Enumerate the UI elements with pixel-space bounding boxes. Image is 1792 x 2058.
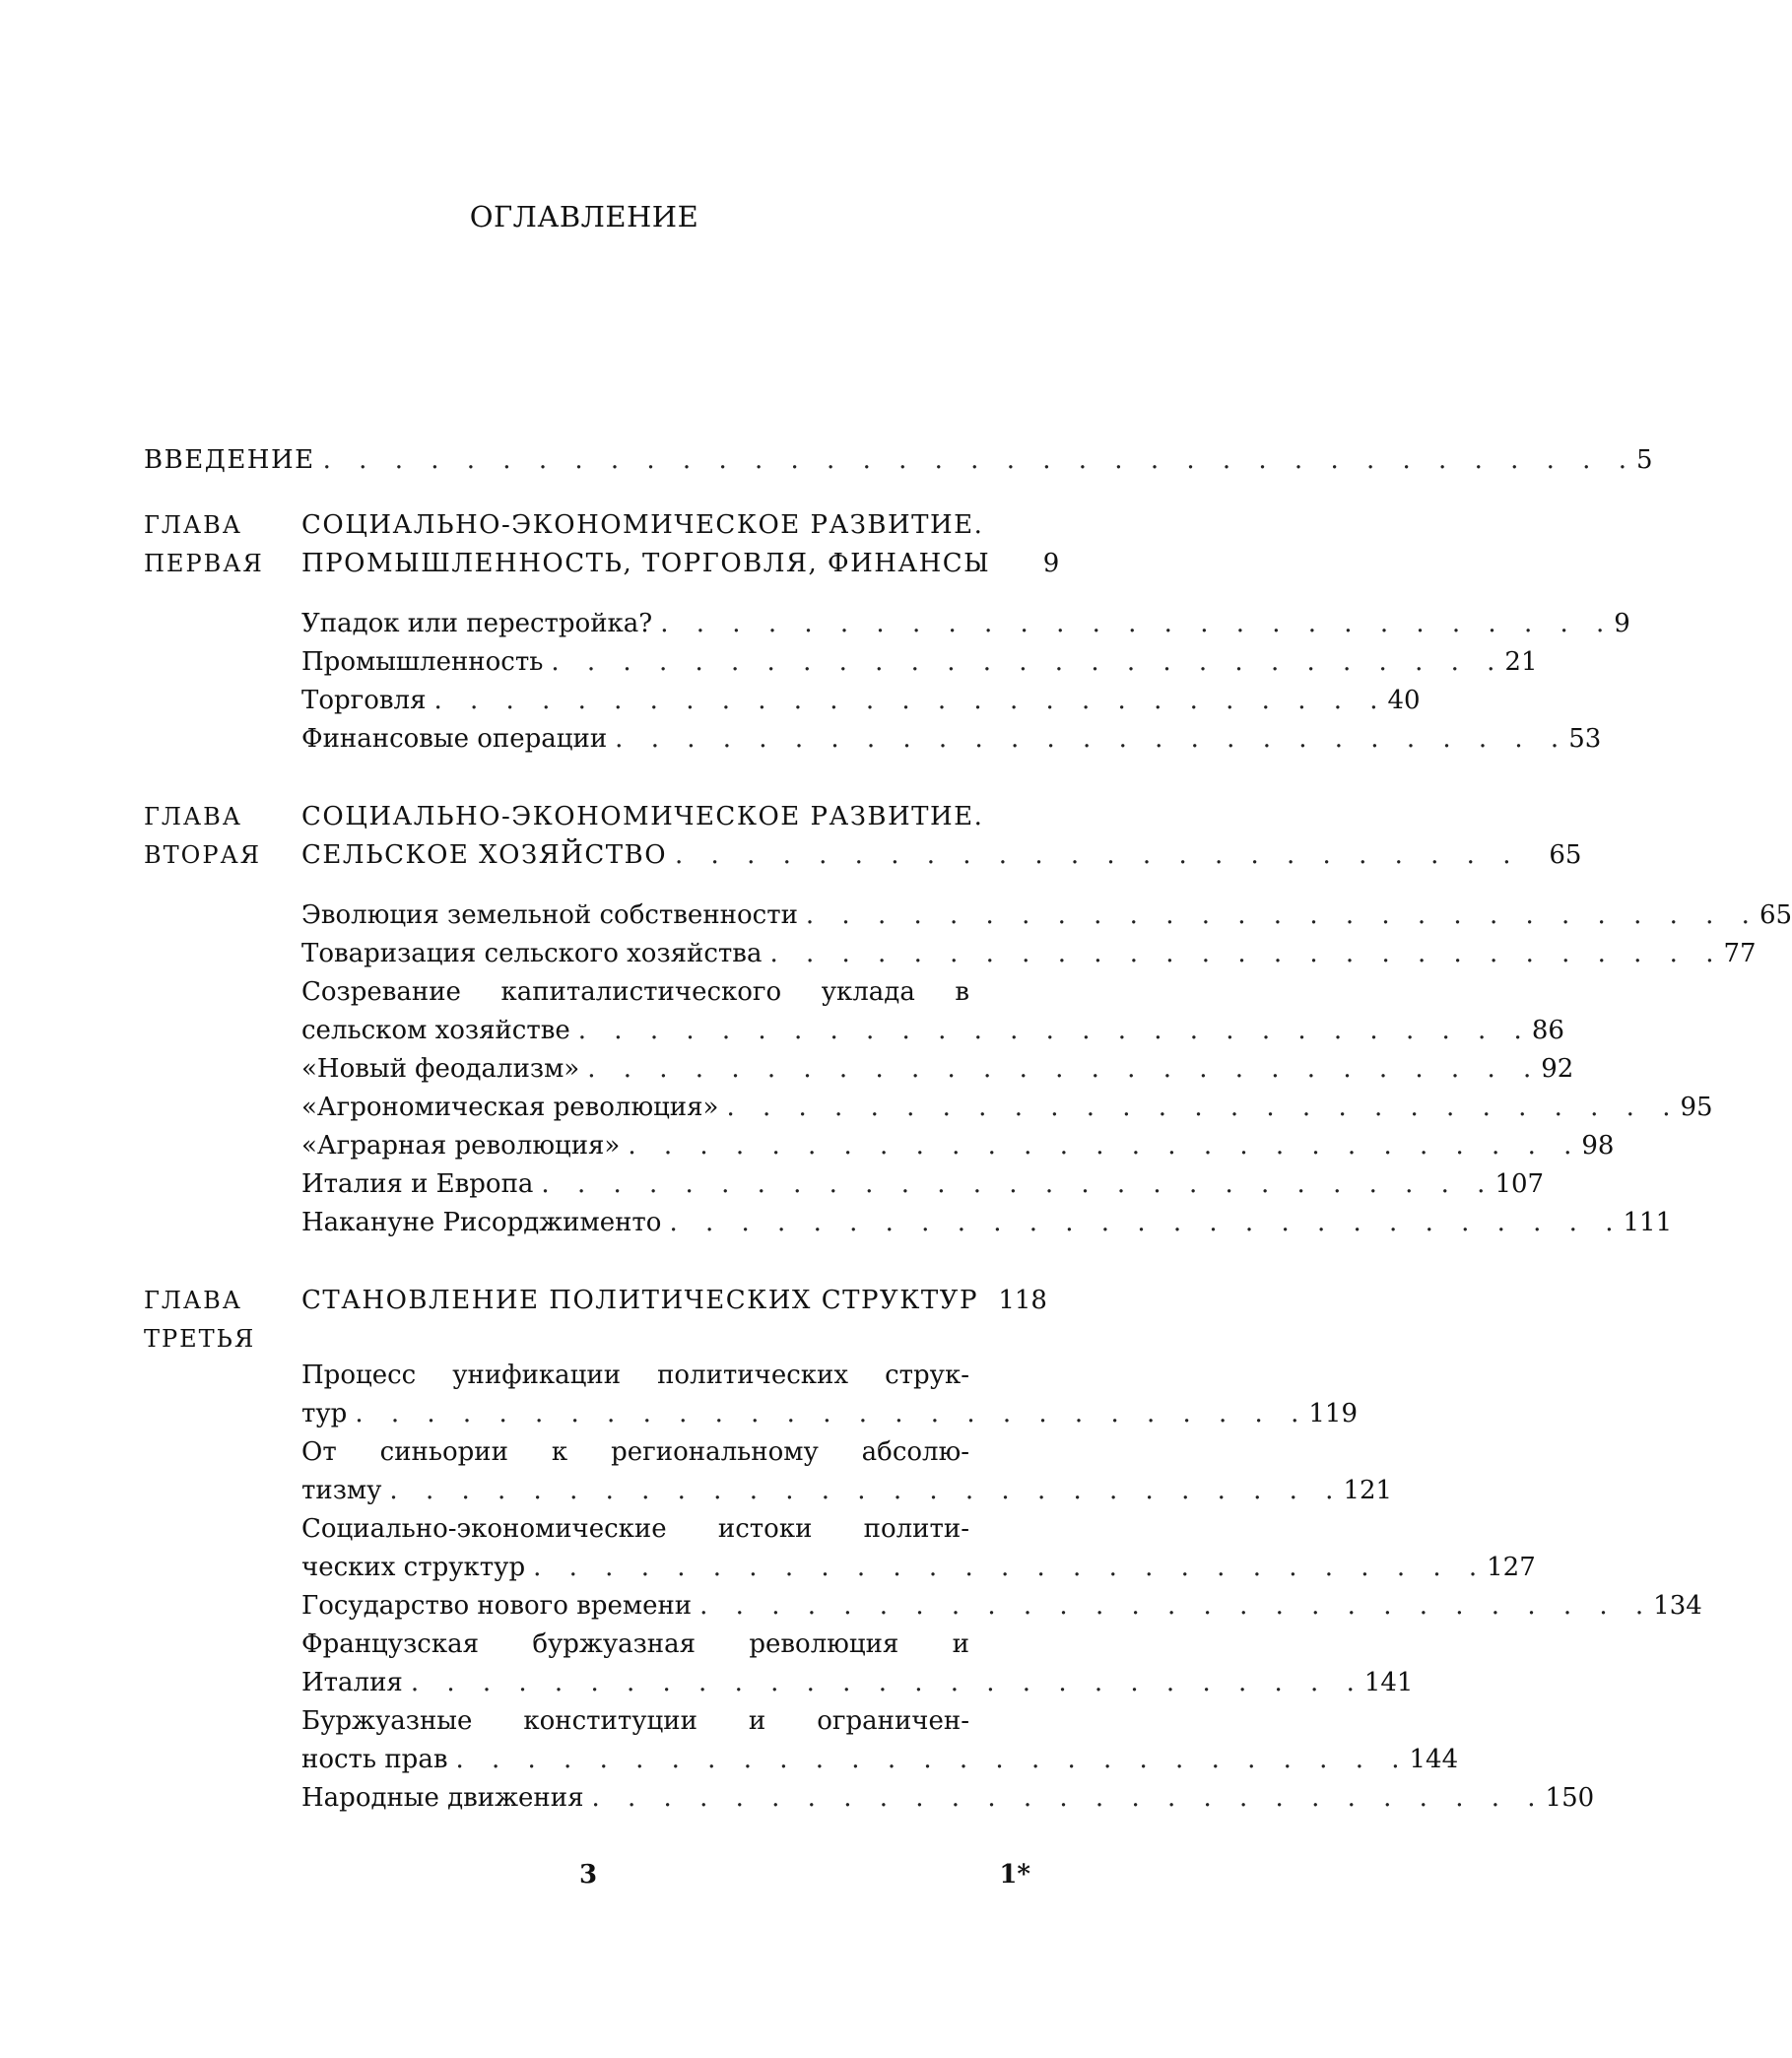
toc-entry-multiline (301, 1357, 1358, 1433)
chapter-title-line: СОЦИАЛЬНО-ЭКОНОМИЧЕСКОЕ РАЗВИТИЕ. (301, 802, 984, 831)
chapter-title-line: СОЦИАЛЬНО-ЭКОНОМИЧЕСКОЕ РАЗВИТИЕ. (301, 510, 984, 540)
toc-entry-text-line: От синьории к региональному абсолю- (301, 1437, 969, 1467)
leader-dots: . . . . . . . . . . . . . . . . . . . . . . . . . . . (533, 1553, 1488, 1582)
leader-dots: . . . . . . . . . . . . . . . . . . . . . . . . . . . (389, 1476, 1344, 1505)
toc-entry-text: ВВЕДЕНИЕ (144, 445, 315, 475)
toc-entry-text: Торговля (301, 686, 427, 715)
toc-page-number: 134 (1653, 1591, 1702, 1621)
chapter-label (144, 1282, 301, 1359)
toc-page-number: 40 (1387, 686, 1421, 715)
toc-entry-multiline (301, 1510, 1536, 1587)
leader-dots: . . . . . . . . . . . . . . . . . . . . . . . . . . . (660, 609, 1615, 638)
toc-entry (301, 896, 1792, 935)
chapter-heading-2 (144, 798, 1582, 875)
toc-entry-text: Финансовые операции (301, 724, 608, 754)
toc-entry-text: Упадок или перестройка? (301, 609, 653, 638)
toc-page-number: 77 (1723, 939, 1757, 968)
toc-entry (301, 605, 1630, 643)
chapter-title-line: ПРОМЫШЛЕННОСТЬ, ТОРГОВЛЯ, ФИНАНСЫ (301, 549, 991, 578)
toc-page-number: 9 (1042, 549, 1060, 578)
toc-page-number: 98 (1581, 1131, 1615, 1161)
toc-entry (301, 1587, 1702, 1626)
chapter-label-ordinal: ТРЕТЬЯ (144, 1325, 256, 1353)
leader-dots: . . . . . . . . . . . . . . . . . . . . . . . . . . . (433, 686, 1388, 715)
toc-page-number: 5 (1635, 445, 1653, 475)
toc-entry-text: ность прав (301, 1745, 448, 1774)
leader-dots: . . . . . . . . . . . . . . . . . . . . . . . . . . . (628, 1131, 1582, 1161)
toc-entry (301, 1779, 1595, 1818)
leader-dots: . . . . . . . . . . . . . . . . . . . . . . . . . . . (551, 647, 1505, 677)
leader-dots: . . . . . . . . . . . . . . . . . . . . . . . . . . . (591, 1783, 1546, 1813)
toc-entry (301, 1050, 1574, 1089)
toc-entry (301, 935, 1757, 973)
toc-entry-text: Эволюция земельной собственности (301, 900, 798, 930)
toc-page-number: 119 (1308, 1399, 1358, 1428)
toc-entry-text: «Агрономическая революция» (301, 1093, 719, 1122)
toc-entry-text-line: Буржуазные конституции и ограничен- (301, 1706, 969, 1736)
toc-page-number: 9 (1614, 609, 1630, 638)
toc-entry (301, 1127, 1615, 1165)
toc-entry-text-line: Созревание капиталистического уклада в (301, 977, 969, 1007)
toc-entry-text: Накануне Рисорджименто (301, 1208, 662, 1237)
chapter-1-sections (301, 605, 1630, 759)
leader-dots: . . . . . . . . . . . . . . . . . . . . . . . . . . . (587, 1054, 1542, 1084)
toc-entry (301, 1204, 1673, 1242)
toc-entry-text-line: Французская буржуазная революция и (301, 1629, 969, 1659)
toc-entry-text: Государство нового времени (301, 1591, 693, 1621)
toc-entry-intro (144, 441, 1653, 480)
toc-entry-text: Народные движения (301, 1783, 584, 1813)
toc-page-number: 53 (1568, 724, 1602, 754)
toc-page-number: 144 (1409, 1745, 1459, 1774)
chapter-label-word: ГЛАВА (144, 803, 242, 830)
toc-entry-text: тур (301, 1399, 348, 1428)
toc-page-number: 21 (1504, 647, 1538, 677)
chapter-label-word: ГЛАВА (144, 1287, 242, 1314)
leader-dots: . . . . . . . . . . . . . . . . . . . . . . . . . . . (805, 900, 1759, 930)
leader-dots: . . . . . . . . . . . . . . . . . . . . . . . . . . . (541, 1169, 1495, 1199)
chapter-title (301, 1282, 1047, 1359)
chapter-label-ordinal: ВТОРАЯ (144, 841, 262, 869)
toc-entry-multiline (301, 1626, 1414, 1702)
toc-entry-text: тизму (301, 1476, 382, 1505)
toc-entry-text-line: Процесс унификации политических струк- (301, 1361, 969, 1390)
chapter-heading-3 (144, 1282, 1047, 1359)
toc-page-number: 141 (1363, 1668, 1414, 1697)
toc-entry (301, 643, 1538, 682)
chapter-heading-1 (144, 506, 1060, 583)
toc-entry-text: Италия и Европа (301, 1169, 534, 1199)
leader-dots: . . . . . . . . . . . . . . . . . . . . . . . . . . . (410, 1668, 1364, 1697)
toc-entry-text-line: Социально-экономические истоки полити- (301, 1514, 969, 1544)
chapter-title (301, 506, 1059, 583)
toc-page-number: 65 (1549, 840, 1582, 870)
toc-page-number: 86 (1531, 1016, 1564, 1045)
leader-dots: . . . . . . . . . . . . . . . . . . . . . . . . . . . (355, 1399, 1309, 1428)
chapter-2-sections (301, 896, 1792, 1242)
leader-dots: . . . . . . . . . . . . . . . . . . . . . . . . . . . . . . . . . . . . . (322, 445, 1636, 475)
toc-page-number: 127 (1487, 1553, 1536, 1582)
page-number: 3 (579, 1860, 598, 1890)
toc-entry (301, 1089, 1713, 1127)
chapter-label (144, 798, 301, 875)
toc-entry (301, 682, 1421, 720)
toc-page-number: 121 (1343, 1476, 1393, 1505)
toc-page-number: 92 (1541, 1054, 1574, 1084)
toc-entry-text: ческих структур (301, 1553, 526, 1582)
leader-dots: . . . . . . . . . . . . . . . . . . . . . . . . . . . (455, 1745, 1410, 1774)
leader-dots: . . . . . . . . . . . . . . . . . . . . . . . . . . . (699, 1591, 1654, 1621)
chapter-title-line: СТАНОВЛЕНИЕ ПОЛИТИЧЕСКИХ СТРУКТУР (301, 1286, 978, 1315)
leader-dots: . . . . . . . . . . . . . . . . . . . . . . . . (675, 840, 1521, 870)
leader-dots: . . . . . . . . . . . . . . . . . . . . . . . . . . . (726, 1093, 1681, 1122)
toc-entry-text: Промышленность (301, 647, 544, 677)
leader-dots: . . . . . . . . . . . . . . . . . . . . . . . . . . . (615, 724, 1569, 754)
leader-dots: . . . . . . . . . . . . . . . . . . . . . . . . . . . (577, 1016, 1532, 1045)
toc-entry-text: «Аграрная революция» (301, 1131, 621, 1161)
toc-entry-text: сельском хозяйстве (301, 1016, 570, 1045)
toc-entry-multiline (301, 1702, 1459, 1779)
toc-entry (301, 720, 1602, 759)
toc-entry-text: Италия (301, 1668, 403, 1697)
toc-entry-multiline (301, 1433, 1393, 1510)
toc-page-number: 107 (1494, 1169, 1545, 1199)
table-of-contents (144, 441, 1792, 1857)
toc-page-number: 118 (998, 1286, 1047, 1315)
toc-entry-multiline (301, 973, 1564, 1050)
page-title: ОГЛАВЛЕНИЕ (469, 200, 699, 233)
toc-page-number: 95 (1680, 1093, 1713, 1122)
chapter-label (144, 506, 301, 583)
leader-dots: . . . . . . . . . . . . . . . . . . . . . . . . . . . (769, 939, 1724, 968)
chapter-title (301, 798, 1581, 875)
toc-entry-text: «Новый феодализм» (301, 1054, 580, 1084)
toc-entry (301, 1165, 1545, 1204)
chapter-3-sections (301, 1357, 1702, 1818)
chapter-label-ordinal: ПЕРВАЯ (144, 550, 264, 577)
toc-page-number: 111 (1623, 1208, 1673, 1237)
chapter-title-line: СЕЛЬСКОЕ ХОЗЯЙСТВО (301, 840, 668, 870)
toc-entry-text: Товаризация сельского хозяйства (301, 939, 763, 968)
toc-page-number: 65 (1759, 900, 1792, 930)
chapter-label-word: ГЛАВА (144, 511, 242, 539)
toc-page-number: 150 (1545, 1783, 1595, 1813)
leader-dots: . . . . . . . . . . . . . . . . . . . . . . . . . . . (669, 1208, 1624, 1237)
signature-mark: 1* (999, 1860, 1030, 1890)
